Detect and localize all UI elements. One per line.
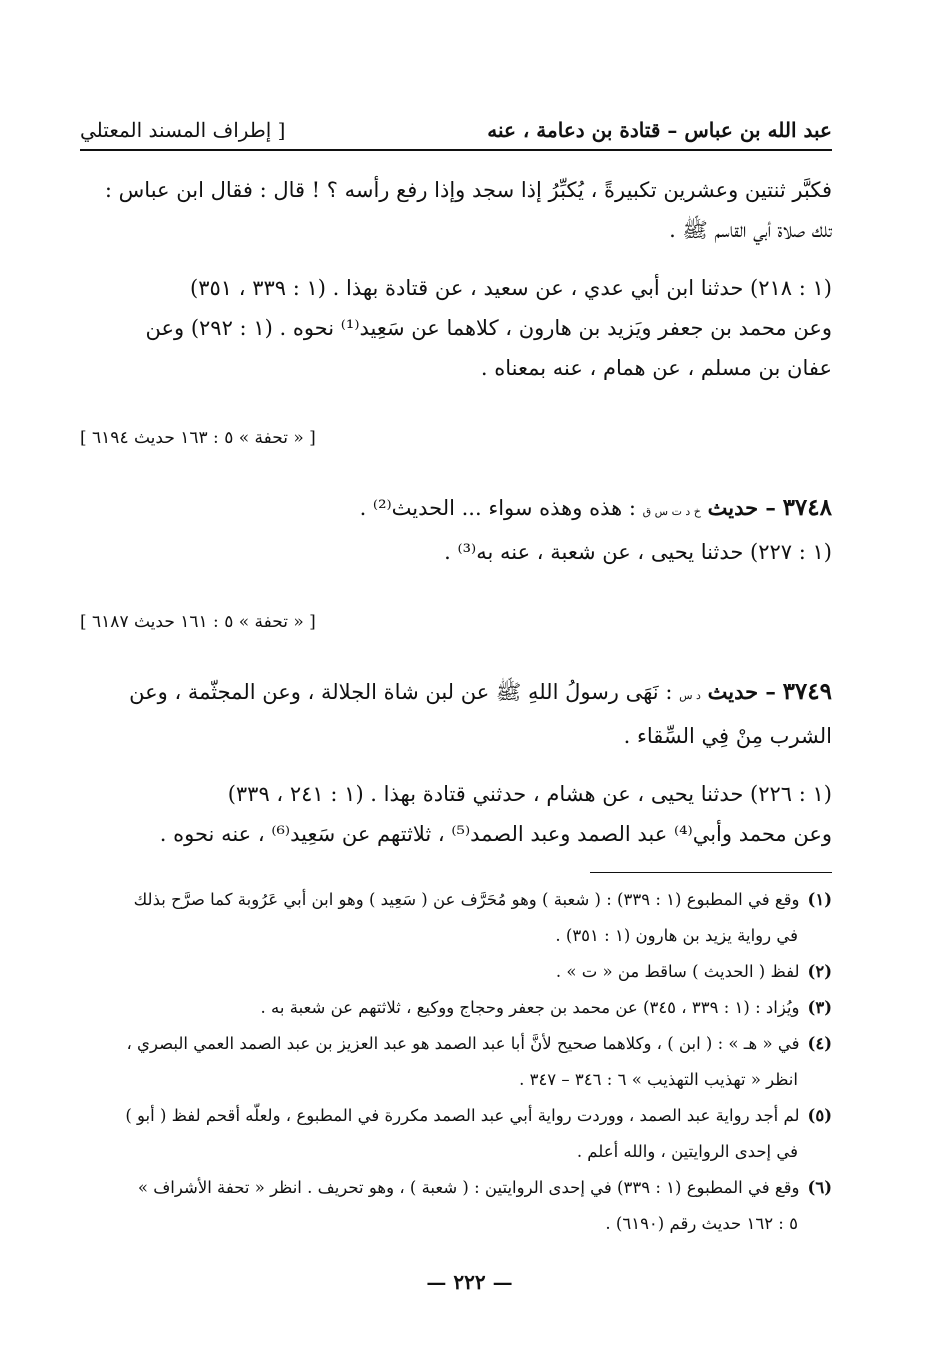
header-title: عبد الله بن عباس – قتادة بن دعامة ، عنه: [487, 118, 832, 142]
footnote-2: (٢)لفظ ( الحديث ) ساقط من « ت » .: [555, 962, 832, 981]
text-line: فكبَّر ثنتين وعشرين تكبيرةً ، يُكبِّرُ إذا سجد وإذا رفع رأسه ؟ ! قال : فقال ابن عباس :: [104, 178, 832, 202]
footnote-6-cont: ٥ : ١٦٢ حديث رقم (٦١٩٠) .: [605, 1214, 798, 1233]
hadith-number: ٣٧٤٨: [782, 494, 832, 521]
footnotes: [80, 882, 832, 1242]
header-book-title: [ إطراف المسند المعتلي: [80, 118, 286, 142]
text-line: الشرب مِنْ فِي السِّقاء .: [623, 724, 832, 748]
footnote-1-cont: في رواية يزيد بن هارون (١ : ٣٥١) .: [555, 926, 798, 945]
header-rule: [80, 149, 832, 151]
text-line: (١ : ٢١٨) حدثنا ابن أبي عدي ، عن سعيد ، عن قتادة بهذا . (١ : ٣٣٩ ، ٣٥١): [190, 276, 832, 300]
main-text: [80, 170, 832, 854]
running-header: [80, 110, 832, 150]
footnote-3: (٣)ويُزاد : (١ : ٣٣٩ ، ٣٤٥) عن محمد بن جعفر وحجاج ووكيع ، ثلاثتهم عن شعبة به .: [260, 998, 832, 1017]
hadith-keyword: – حديث: [707, 495, 776, 520]
text-line: وعن محمد وأبي⁽⁴⁾ عبد الصمد وعبد الصمد⁽⁵⁾ ، ثلاثتهم عن سَعِيد⁽⁶⁾ ، عنه نحوه .: [159, 822, 832, 846]
footnote-6: (٦)وقع في المطبوع (١ : ٣٣٩) في إحدى الروايتين : ( شعبة ) ، وهو تحريف . انظر « تحفة الأشراف »: [137, 1178, 832, 1197]
footnote-4: (٤)في « هـ » : ( ابن ) ، وكلاهما صحيح لأنَّ أبا عبد الصمد هو عبد العزيز بن عبد الصمد العمي البصري ،: [126, 1034, 832, 1053]
hadith-text: : نَهَى رسولُ اللهِ ﷺ عن لبن شاة الجلالة ، وعن المجثّمة ، وعن: [129, 680, 673, 704]
text-line: تلك صلاة أبي القاسم ﷺ .: [669, 218, 832, 242]
footnote-rule: [590, 872, 832, 873]
text-line: عفان بن مسلم ، عن همام ، عنه بمعناه .: [480, 356, 832, 380]
hadith-number: ٣٧٤٩: [782, 678, 832, 705]
hadith-sigla: د س: [679, 689, 701, 702]
tuhfa-reference: [ « تحفة » ٥ : ١٦١ حديث ٦١٨٧ ]: [80, 612, 316, 632]
footnote-4-cont: انظر « تهذيب التهذيب » ٦ : ٣٤٦ – ٣٤٧ .: [519, 1070, 798, 1089]
page-number: — ٢٢٢ —: [426, 1270, 513, 1294]
hadith-text: : هذه وهذه سواء ... الحديث⁽²⁾ .: [359, 496, 636, 520]
text-line: وعن محمد بن جعفر ويَزيد بن هارون ، كلاهما عن سَعِيد⁽¹⁾ نحوه . (١ : ٢٩٢) وعن: [145, 316, 832, 340]
hadith-keyword: – حديث: [707, 679, 776, 704]
footnote-5: (٥)لم أجد رواية عبد الصمد ، ووردت رواية أبي عبد الصمد مكررة في المطبوع ، ولعلّه أقحم لفظ ( أبو ): [125, 1106, 832, 1125]
hadith-heading-3748: [80, 488, 832, 532]
text-line: (١ : ٢٢٧) حدثنا يحيى ، عن شعبة ، عنه به⁽³⁾ .: [444, 540, 832, 564]
footnote-1: (١)وقع في المطبوع (١ : ٣٣٩) : ( شعبة ) وهو مُحَرَّف عن ( سَعِيد ) وهو ابن أبي عَرُوبة كما صرَّح بذلك: [133, 890, 832, 909]
footnote-5-cont: في إحدى الروايتين ، والله أعلم .: [576, 1142, 798, 1161]
text-line: (١ : ٢٢٦) حدثنا يحيى ، عن هشام ، حدثني قتادة بهذا . (١ : ٢٤١ ، ٣٣٩): [227, 782, 832, 806]
hadith-sigla: خ د ت س ق: [642, 505, 701, 518]
hadith-heading-3749: [80, 672, 832, 716]
tuhfa-reference: [ « تحفة » ٥ : ١٦٣ حديث ٦١٩٤ ]: [80, 428, 316, 448]
